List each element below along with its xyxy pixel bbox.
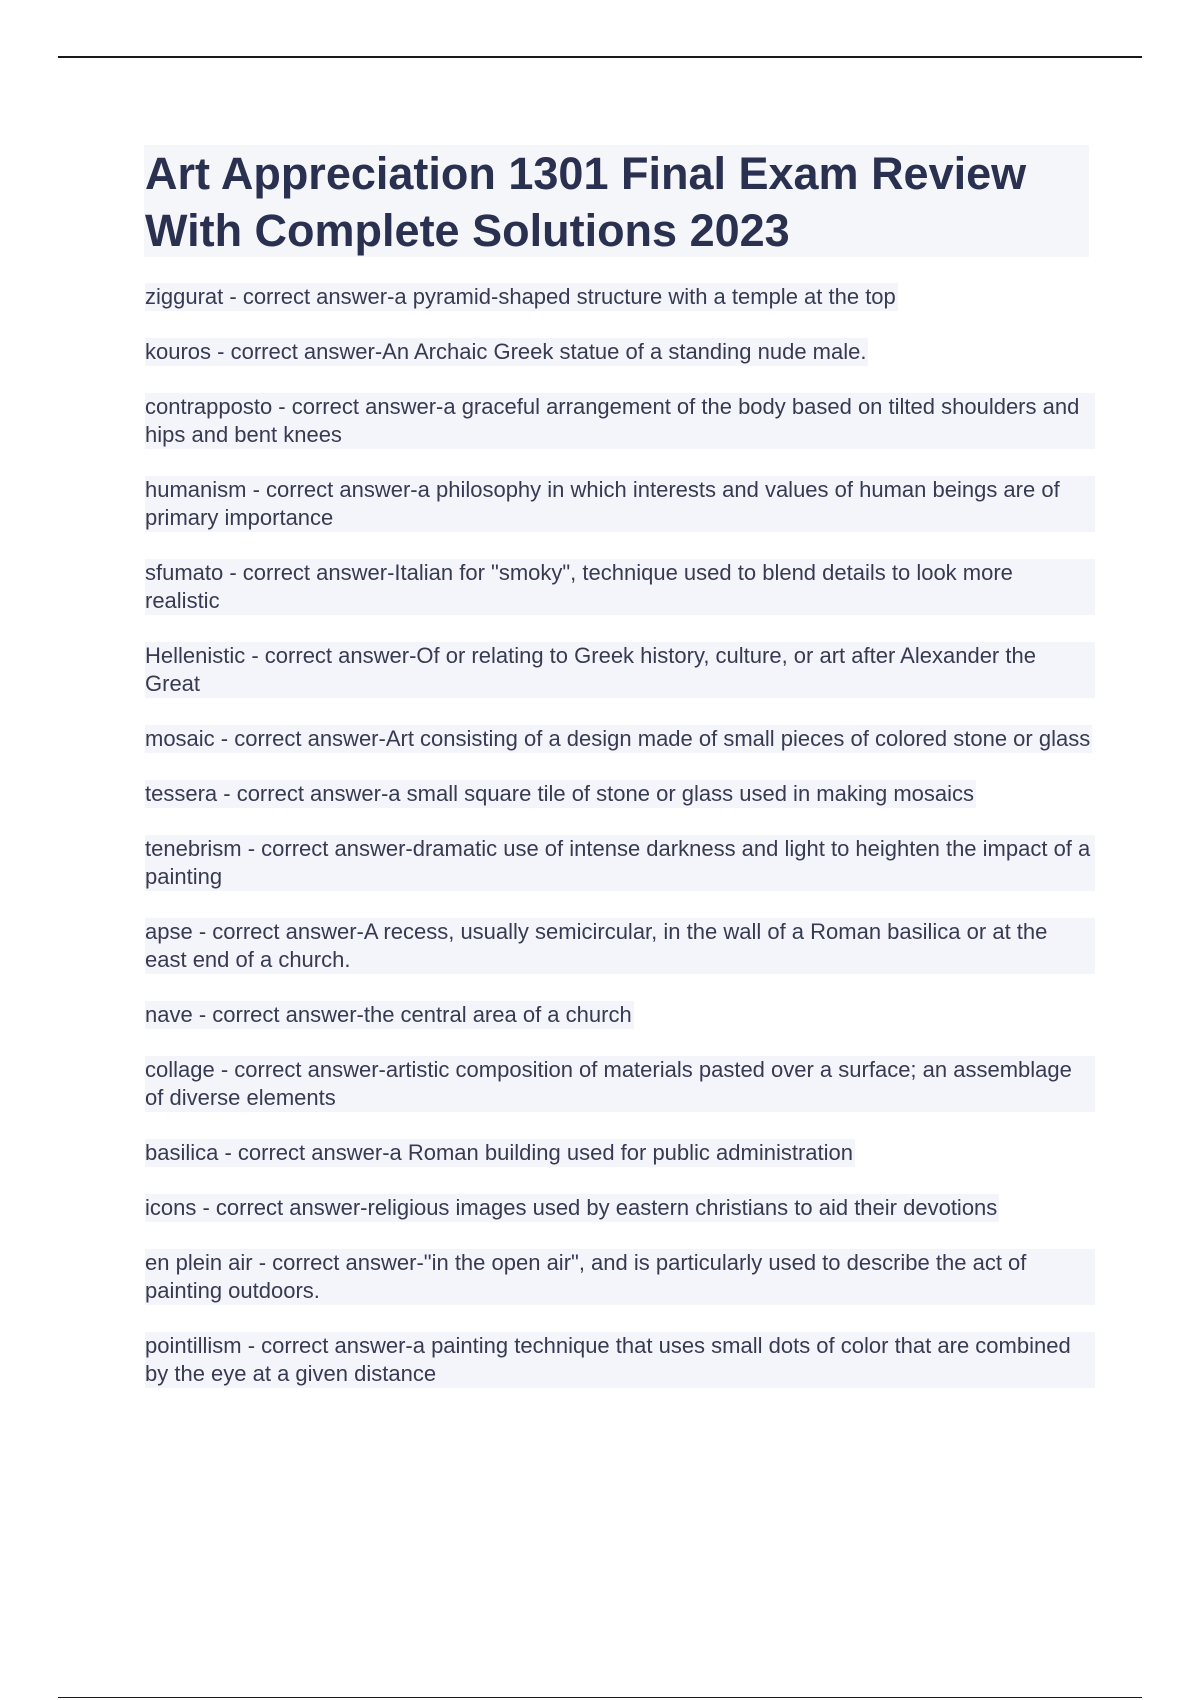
entry-sfumato: sfumato - correct answer-Italian for "smoky", technique used to blend details to look more realistic <box>145 559 1095 615</box>
entry-pointillism: pointillism - correct answer-a painting technique that uses small dots of color that are combined by the eye at a given distance <box>145 1332 1095 1388</box>
entry-contrapposto: contrapposto - correct answer-a graceful arrangement of the body based on tilted shoulders and hips and bent knees <box>145 393 1095 449</box>
entry-basilica: basilica - correct answer-a Roman building used for public administration <box>145 1140 853 1165</box>
entry-humanism: humanism - correct answer-a philosophy in which interests and values of human beings are of primary importance <box>145 476 1095 532</box>
entry-en-plein-air: en plein air - correct answer-"in the open air", and is particularly used to describe the act of painting outdoors. <box>145 1249 1095 1305</box>
entry-list <box>145 283 1095 1415</box>
entry-kouros: kouros - correct answer-An Archaic Greek statue of a standing nude male. <box>145 339 867 364</box>
entry-tessera: tessera - correct answer-a small square tile of stone or glass used in making mosaics <box>145 781 975 806</box>
entry-ziggurat: ziggurat - correct answer-a pyramid-shaped structure with a temple at the top <box>145 284 896 309</box>
entry-tenebrism: tenebrism - correct answer-dramatic use of intense darkness and light to heighten the impact of a painting <box>145 835 1095 891</box>
entry-nave: nave - correct answer-the central area of a church <box>145 1002 632 1027</box>
bottom-rule <box>58 1697 1142 1698</box>
entry-collage: collage - correct answer-artistic composition of materials pasted over a surface; an assemblage of diverse elements <box>145 1056 1095 1112</box>
entry-mosaic: mosaic - correct answer-Art consisting of a design made of small pieces of colored stone or glass <box>145 726 1091 751</box>
top-rule <box>58 56 1142 58</box>
entry-icons: icons - correct answer-religious images used by eastern christians to aid their devotions <box>145 1195 998 1220</box>
entry-hellenistic: Hellenistic - correct answer-Of or relating to Greek history, culture, or art after Alexander the Great <box>145 642 1095 698</box>
document-title: Art Appreciation 1301 Final Exam Review With Complete Solutions 2023 <box>145 148 1027 256</box>
entry-apse: apse - correct answer-A recess, usually semicircular, in the wall of a Roman basilica or at the east end of a church. <box>145 918 1095 974</box>
